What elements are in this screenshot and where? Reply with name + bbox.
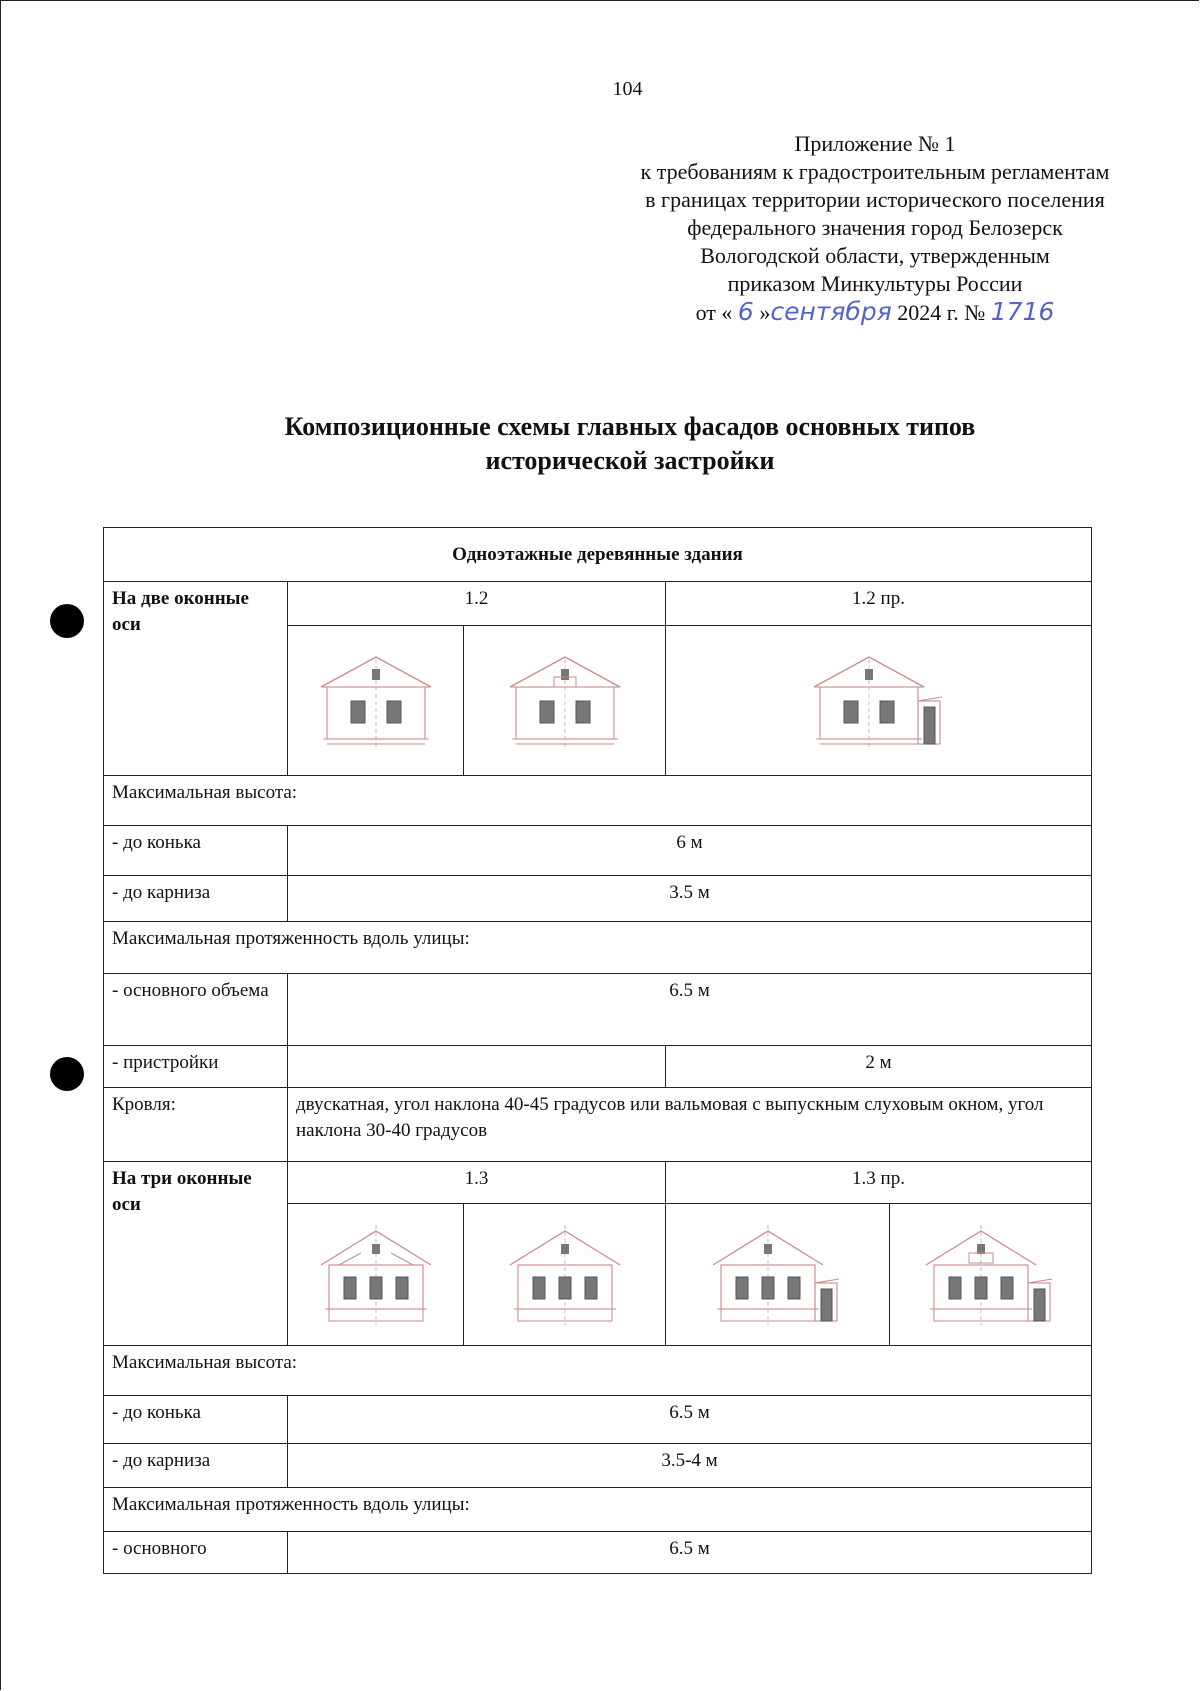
extension-value: 2 м — [666, 1046, 1092, 1088]
handwritten-day: 6 — [737, 297, 754, 326]
ridge-value: 6 м — [288, 826, 1092, 876]
annex-line: приказом Минкультуры России — [727, 271, 1023, 296]
house-icon — [500, 651, 630, 751]
extension-label: - пристройки — [104, 1046, 288, 1088]
eave-value: 3.5 м — [288, 876, 1092, 922]
handwritten-number: 1716 — [990, 297, 1055, 326]
document-title-line: Композиционные схемы главных фасадов основных типов — [284, 412, 976, 441]
extension-empty-cell — [288, 1046, 666, 1088]
facade-sketch-1-3-ext-b — [890, 1204, 1092, 1346]
house-icon — [505, 1225, 625, 1325]
annex-title: Приложение № 1 — [794, 131, 956, 156]
house-icon — [316, 1225, 436, 1325]
main-volume-value: 6.5 м — [288, 1532, 1092, 1574]
type-label-1-2-ext: 1.2 пр. — [666, 582, 1092, 626]
eave-label: - до карниза — [104, 1444, 288, 1488]
punch-hole-bottom — [50, 1057, 84, 1091]
regulation-table — [103, 527, 1092, 1574]
number-label: № — [964, 300, 986, 325]
house-icon — [311, 651, 441, 751]
main-volume-label: - основного объема — [104, 974, 288, 1046]
max-height-label: Максимальная высота: — [104, 1346, 1092, 1396]
punch-hole-top — [50, 604, 84, 638]
max-height-label: Максимальная высота: — [104, 776, 1092, 826]
facade-sketch-1-2-ext — [666, 626, 1092, 776]
table-header: Одноэтажные деревянные здания — [104, 528, 1092, 582]
main-volume-value: 6.5 м — [288, 974, 1092, 1046]
facade-sketch-1-2-a — [288, 626, 464, 776]
annex-block — [590, 130, 1160, 327]
type-label-1-3: 1.3 — [288, 1162, 666, 1204]
annex-line: в границах территории исторического поселения — [645, 187, 1105, 212]
facade-sketch-1-3-a — [288, 1204, 464, 1346]
eave-value: 3.5-4 м — [288, 1444, 1092, 1488]
main-volume-label: - основного — [104, 1532, 288, 1574]
annex-line: Вологодской области, утвержденным — [700, 243, 1050, 268]
date-prefix: от « — [695, 300, 733, 325]
ridge-value: 6.5 м — [288, 1396, 1092, 1444]
date-year: 2024 г. — [897, 300, 959, 325]
annex-line: к требованиям к градостроительным регламентам — [640, 159, 1110, 184]
type-label-1-3-ext: 1.3 пр. — [666, 1162, 1092, 1204]
facade-sketch-1-3-b — [464, 1204, 666, 1346]
ridge-label: - до конька — [104, 1396, 288, 1444]
roof-value: двускатная, угол наклона 40-45 градусов или вальмовая с выпускным слуховым окном, угол наклона 30-40 градусов — [288, 1088, 1092, 1162]
eave-label: - до карниза — [104, 876, 288, 922]
section-label-two-axes: На две оконные оси — [104, 582, 288, 776]
facade-sketch-1-3-ext-a — [666, 1204, 890, 1346]
house-with-extension-icon — [921, 1225, 1061, 1325]
max-length-label: Максимальная протяженность вдоль улицы: — [104, 1488, 1092, 1532]
facade-sketch-1-2-b — [464, 626, 666, 776]
date-quote-close: » — [759, 300, 771, 325]
document-title-line: исторической застройки — [485, 446, 775, 475]
section-label-three-axes: На три оконные оси — [104, 1162, 288, 1346]
annex-date-line — [590, 298, 1160, 327]
annex-line: федерального значения город Белозерск — [687, 215, 1063, 240]
type-label-1-2: 1.2 — [288, 582, 666, 626]
house-with-extension-icon — [804, 651, 954, 751]
roof-label: Кровля: — [104, 1088, 288, 1162]
page-number: 104 — [612, 78, 643, 100]
max-length-label: Максимальная протяженность вдоль улицы: — [104, 922, 1092, 974]
ridge-label: - до конька — [104, 826, 288, 876]
house-with-extension-icon — [708, 1225, 848, 1325]
document-title — [100, 410, 1160, 478]
handwritten-month: сентября — [770, 297, 892, 326]
